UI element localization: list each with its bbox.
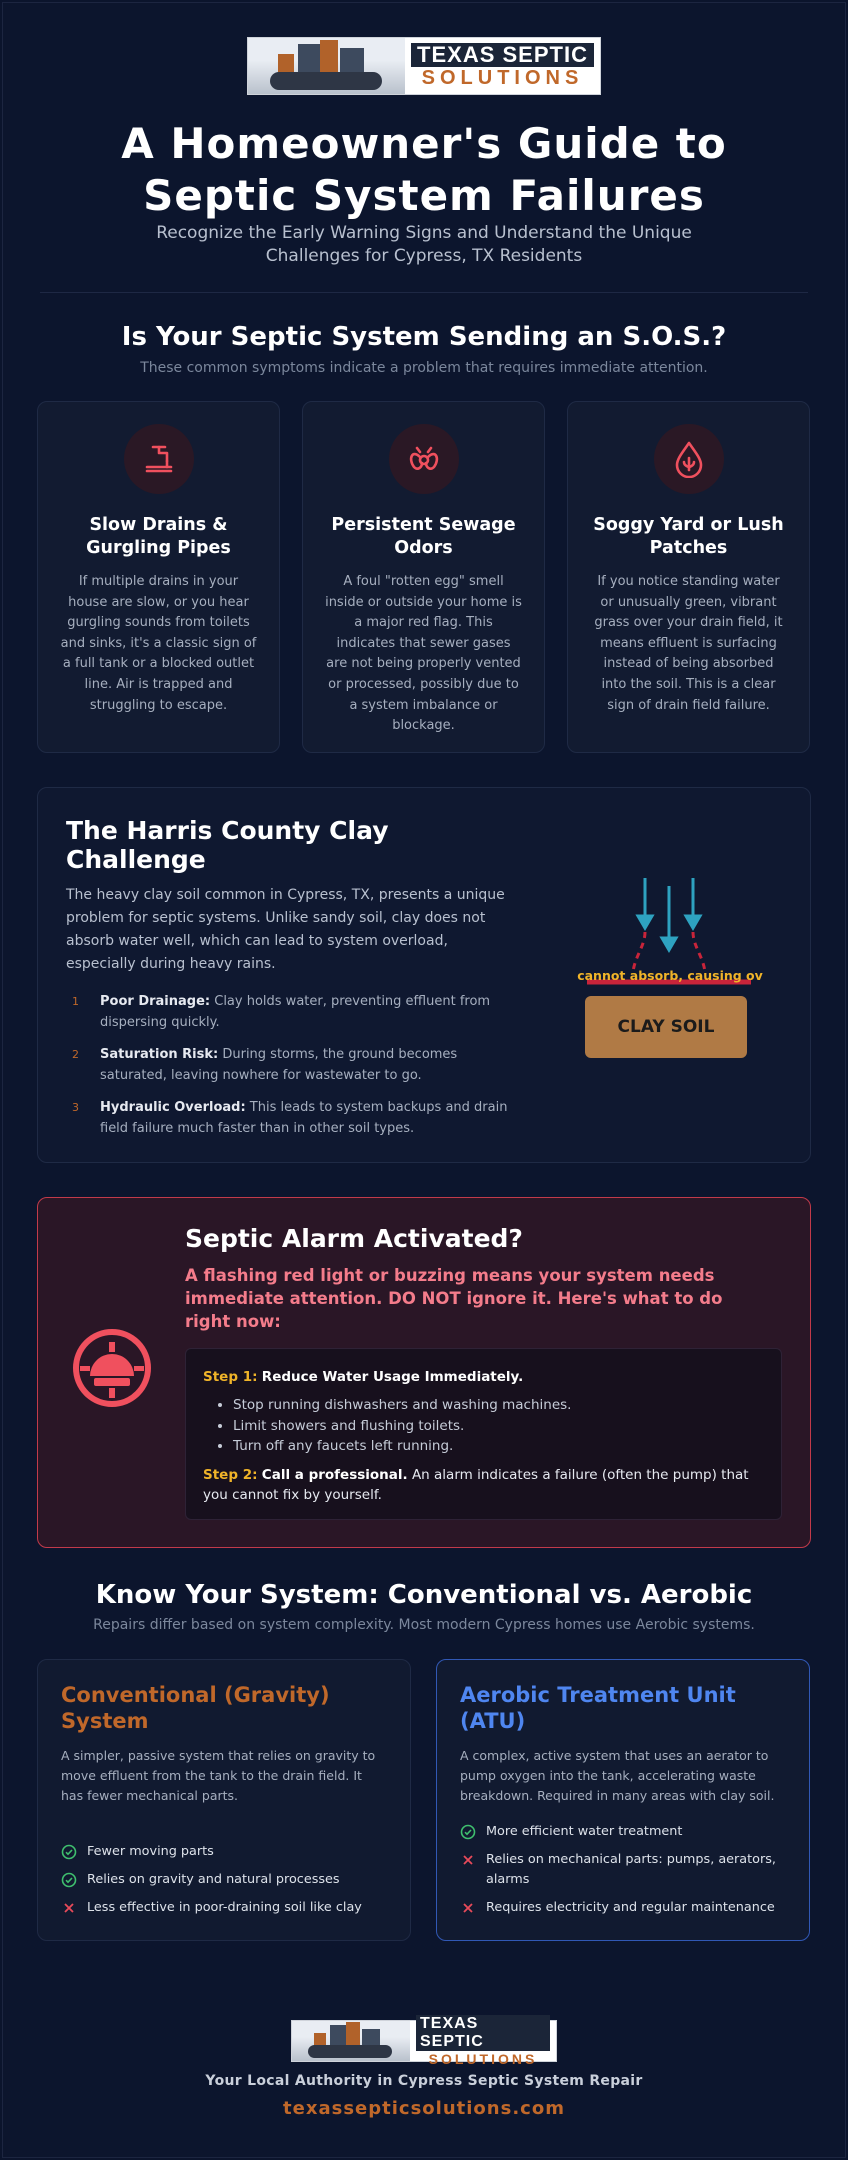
list-item: • Turn off any faucets left running. [233, 1436, 764, 1457]
compare-subtitle: Repairs differ based on system complexity. Most modern Cypress homes use Aerobic systems. [93, 1617, 755, 1633]
x-icon [460, 1900, 476, 1916]
step-2: Step 2: Call a professional. An alarm indicates a failure (often the pump) that you cannot fix by yourself. [203, 1466, 749, 1503]
list-item: 1 Poor Drainage: Clay holds water, preventing effluent from dispersing quickly. [72, 994, 491, 1030]
list-item: Relies on gravity and natural processes [61, 1870, 391, 1890]
list-item: Relies on mechanical parts: pumps, aerators, alarms [460, 1850, 790, 1890]
aerobic-card [436, 1659, 810, 1941]
symptom-card-yard [567, 401, 810, 753]
water-drop-icon [654, 424, 724, 494]
aerobic-title: Aerobic Treatment Unit (ATU) [460, 1683, 736, 1733]
check-circle-icon [460, 1824, 476, 1840]
footer-tagline: Your Local Authority in Cypress Septic System Repair [205, 2073, 643, 2089]
conventional-card [37, 1659, 411, 1941]
list-item: Less effective in poor-draining soil like clay [61, 1898, 391, 1918]
divider [40, 292, 808, 293]
symptom-body: A foul "rotten egg" smell inside or outside your home is a major red flag. This indicates that sewer gases are not being properly vented or processed, possibly due to a system imbalance or blockage. [325, 574, 522, 734]
footer-logo[interactable] [291, 2015, 557, 2067]
aerobic-desc: A complex, active system that uses an aerator to pump oxygen into the tank, accelerating waste breakdown. Required in many areas with clay soil. [460, 1748, 775, 1803]
sos-title: Is Your Septic System Sending an S.O.S.? [121, 322, 727, 352]
symptom-body: If multiple drains in your house are slow, or you hear gurgling sounds from toilets and sinks, it's a classic sign of a full tank or a blocked outlet line. Air is trapped and struggling to escape. [60, 574, 257, 713]
symptom-body: If you notice standing water or unusually green, vibrant grass over your drain field, it means effluent is surfacing instead of being absorbed into the soil. This is a clear sign of drain field failure. [594, 574, 783, 713]
page-subtitle: Recognize the Early Warning Signs and Understand the Unique Challenges for Cypress, TX Residents [156, 223, 692, 266]
step-1: Step 1: Reduce Water Usage Immediately. [203, 1369, 524, 1385]
list-item: • Stop running dishwashers and washing machines. [233, 1395, 764, 1416]
aerobic-points [460, 1822, 790, 1926]
list-item: 3 Hydraulic Overload: This leads to system backups and drain field failure much faster than in other soil types. [72, 1100, 508, 1136]
check-circle-icon [61, 1872, 77, 1888]
logo-illustration [248, 38, 405, 94]
alarm-panel [37, 1197, 811, 1548]
clay-soil-label: CLAY SOIL [585, 996, 747, 1058]
clay-intro: The heavy clay soil common in Cypress, TX, presents a unique problem for septic systems. Unlike sandy soil, clay does not absorb water well, which can lead to system overload, especially during heavy rains. [66, 887, 505, 972]
check-circle-icon [61, 1844, 77, 1860]
list-item: More efficient water treatment [460, 1822, 790, 1842]
symptom-card-drains [37, 401, 280, 753]
symptom-title: Persistent Sewage Odors [331, 515, 516, 558]
symptom-title: Slow Drains & Gurgling Pipes [86, 515, 231, 558]
alarm-warning: A flashing red light or buzzing means your system needs immediate attention. DO NOT ignore it. Here's what to do right now: [185, 1266, 723, 1331]
footer-website-link[interactable]: texassepticsolutions.com [283, 2098, 565, 2119]
logo-line1: TEXAS SEPTIC [416, 2015, 550, 2051]
pipe-icon [124, 424, 194, 494]
logo-illustration [292, 2021, 410, 2061]
brand-logo[interactable] [247, 37, 601, 95]
clay-title: The Harris County Clay Challenge [66, 816, 389, 874]
clay-challenge-panel [37, 787, 811, 1163]
conventional-title: Conventional (Gravity) System [61, 1683, 330, 1733]
conventional-desc: A simpler, passive system that relies on gravity to move effluent from the tank to the drain field. It has fewer mechanical parts. [61, 1748, 376, 1803]
logo-line2: SOLUTIONS [421, 67, 584, 89]
page-title: A Homeowner's Guide to Septic System Failures [121, 119, 727, 220]
logo-line1: TEXAS SEPTIC [411, 43, 594, 67]
list-item: Fewer moving parts [61, 1842, 391, 1862]
x-icon [61, 1900, 77, 1916]
compare-title: Know Your System: Conventional vs. Aerobic [95, 1580, 753, 1610]
list-item: Requires electricity and regular maintenance [460, 1898, 790, 1918]
alarm-title: Septic Alarm Activated? [185, 1224, 523, 1253]
x-icon [460, 1852, 476, 1868]
clay-list [66, 992, 526, 1151]
alarm-steps [185, 1348, 782, 1520]
step-1-list [233, 1395, 764, 1457]
conventional-points [61, 1842, 391, 1926]
biohazard-icon [389, 424, 459, 494]
symptom-card-odors [302, 401, 545, 753]
logo-line2: SOLUTIONS [428, 2051, 538, 2067]
list-item: • Limit showers and flushing toilets. [233, 1416, 764, 1437]
diagram-caption: cannot absorb, causing ov [577, 968, 763, 983]
alarm-icon [70, 1326, 154, 1410]
symptom-title: Soggy Yard or Lush Patches [593, 515, 784, 558]
sos-subtitle: These common symptoms indicate a problem that requires immediate attention. [140, 360, 708, 376]
list-item: 2 Saturation Risk: During storms, the ground becomes saturated, leaving nowhere for wastewater to go. [72, 1047, 458, 1083]
clay-soil-diagram [575, 888, 765, 1068]
